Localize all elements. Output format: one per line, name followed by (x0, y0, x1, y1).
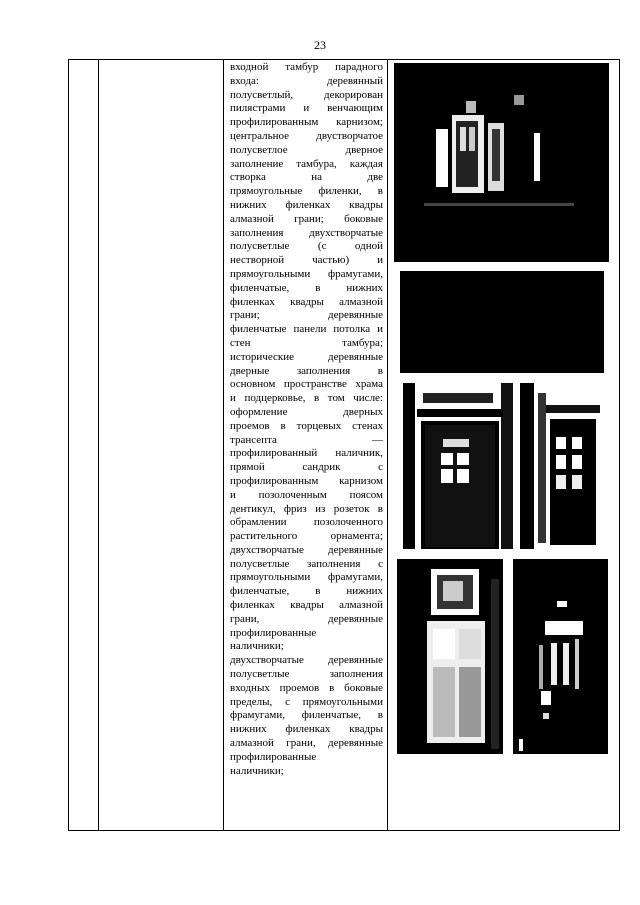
description-line: фрамугами, филенчатые, в (230, 709, 383, 722)
description-line: филенчатые, в нижних (230, 585, 383, 598)
description-line: стен тамбура; (230, 336, 383, 349)
description-line: входной тамбур парадного (230, 61, 383, 73)
door-photo-icon (513, 559, 608, 754)
description-line: двухстворчатые деревянные (230, 654, 383, 667)
page-number: 23 (314, 38, 326, 52)
description-line: грани, деревянные (230, 612, 383, 625)
description-line: наличники; (230, 640, 284, 653)
description-line: филенчатые панели потолка и (230, 323, 383, 336)
description-line: заполнение тамбура, каждая (230, 157, 383, 170)
description-line: дентикул, фриз из розеток в (230, 502, 383, 515)
description-line: прямоугольными фрамугами, (230, 571, 383, 584)
door-photo-icon (397, 559, 503, 754)
photo-transept-door-right (520, 383, 603, 549)
description-line: профилированный наличник, (230, 447, 383, 460)
description-line: нижних филенках квадры (230, 723, 383, 736)
photo-vestibule-ceiling (400, 271, 604, 373)
description-line: полусветлый, декорирован (230, 88, 383, 101)
description-line: центральное двустворчатое (230, 129, 383, 142)
photo-side-door-right (513, 559, 608, 754)
description-line: филенчатые, в нижних (230, 281, 383, 294)
column-divider (387, 60, 388, 830)
description-line: прямой сандрик с (230, 461, 383, 474)
heritage-table (68, 59, 620, 831)
description-line: филенках квадры алмазной (230, 599, 383, 612)
description-line: полусветлое дверное (230, 143, 383, 156)
photo-side-door-left (397, 559, 503, 754)
description-line: пределы, с прямоугольными (230, 695, 383, 708)
description-line: входа: деревянный (230, 74, 383, 87)
description-line: наличники; (230, 764, 284, 777)
description-line: профилированные (230, 750, 317, 763)
door-photo-icon (520, 383, 603, 549)
description-line: полусветлые заполнения с (230, 557, 383, 570)
description-line: исторические деревянные (230, 350, 383, 363)
description-line: дверные заполнения в (230, 364, 383, 377)
description-line: профилированные (230, 626, 317, 639)
description-line: грани; деревянные (230, 309, 383, 322)
description-line: заполнения двухстворчатые (230, 226, 383, 239)
description-line: проемов в торцевых стенах (230, 419, 383, 432)
description-line: створка на две (230, 171, 383, 184)
description-line: профилированным карнизом (230, 474, 383, 487)
description-line: и позолоченным поясом (230, 488, 383, 501)
description-line: пилястрами и венчающим (230, 102, 383, 115)
description-line: трансепта — (230, 433, 383, 446)
ceiling-photo-icon (400, 271, 604, 373)
description-line: алмазной грани; боковые (230, 212, 383, 225)
description-cell (230, 61, 383, 778)
description-line: двухстворчатые деревянные (230, 543, 383, 556)
description-line: обрамлении позолоченного (230, 516, 383, 529)
description-line: полусветлые заполнения (230, 668, 383, 681)
description-line: полусветлые (с одной (230, 240, 383, 253)
description-line: входных проемов в боковые (230, 681, 383, 694)
description-line: нестворной частью) и (230, 254, 383, 267)
column-divider (223, 60, 224, 830)
description-line: основном пространстве храма (230, 378, 383, 391)
photo-transept-door-left (403, 383, 513, 549)
description-line: и подцерковье, в том числе: (230, 392, 383, 405)
door-photo-icon (403, 383, 513, 549)
description-line: прямоугольные филенки, в (230, 185, 383, 198)
vestibule-photo-icon (394, 63, 609, 262)
description-line: нижних филенках квадры (230, 198, 383, 211)
description-line: оформление дверных (230, 405, 383, 418)
column-divider (98, 60, 99, 830)
description-line: филенках квадры алмазной (230, 295, 383, 308)
description-line: прямоугольными фрамугами, (230, 267, 383, 280)
photo-entrance-vestibule (394, 63, 609, 262)
description-line: растительного орнамента; (230, 530, 383, 543)
description-line: алмазной грани, деревянные (230, 737, 383, 750)
description-line: профилированным карнизом; (230, 116, 383, 129)
